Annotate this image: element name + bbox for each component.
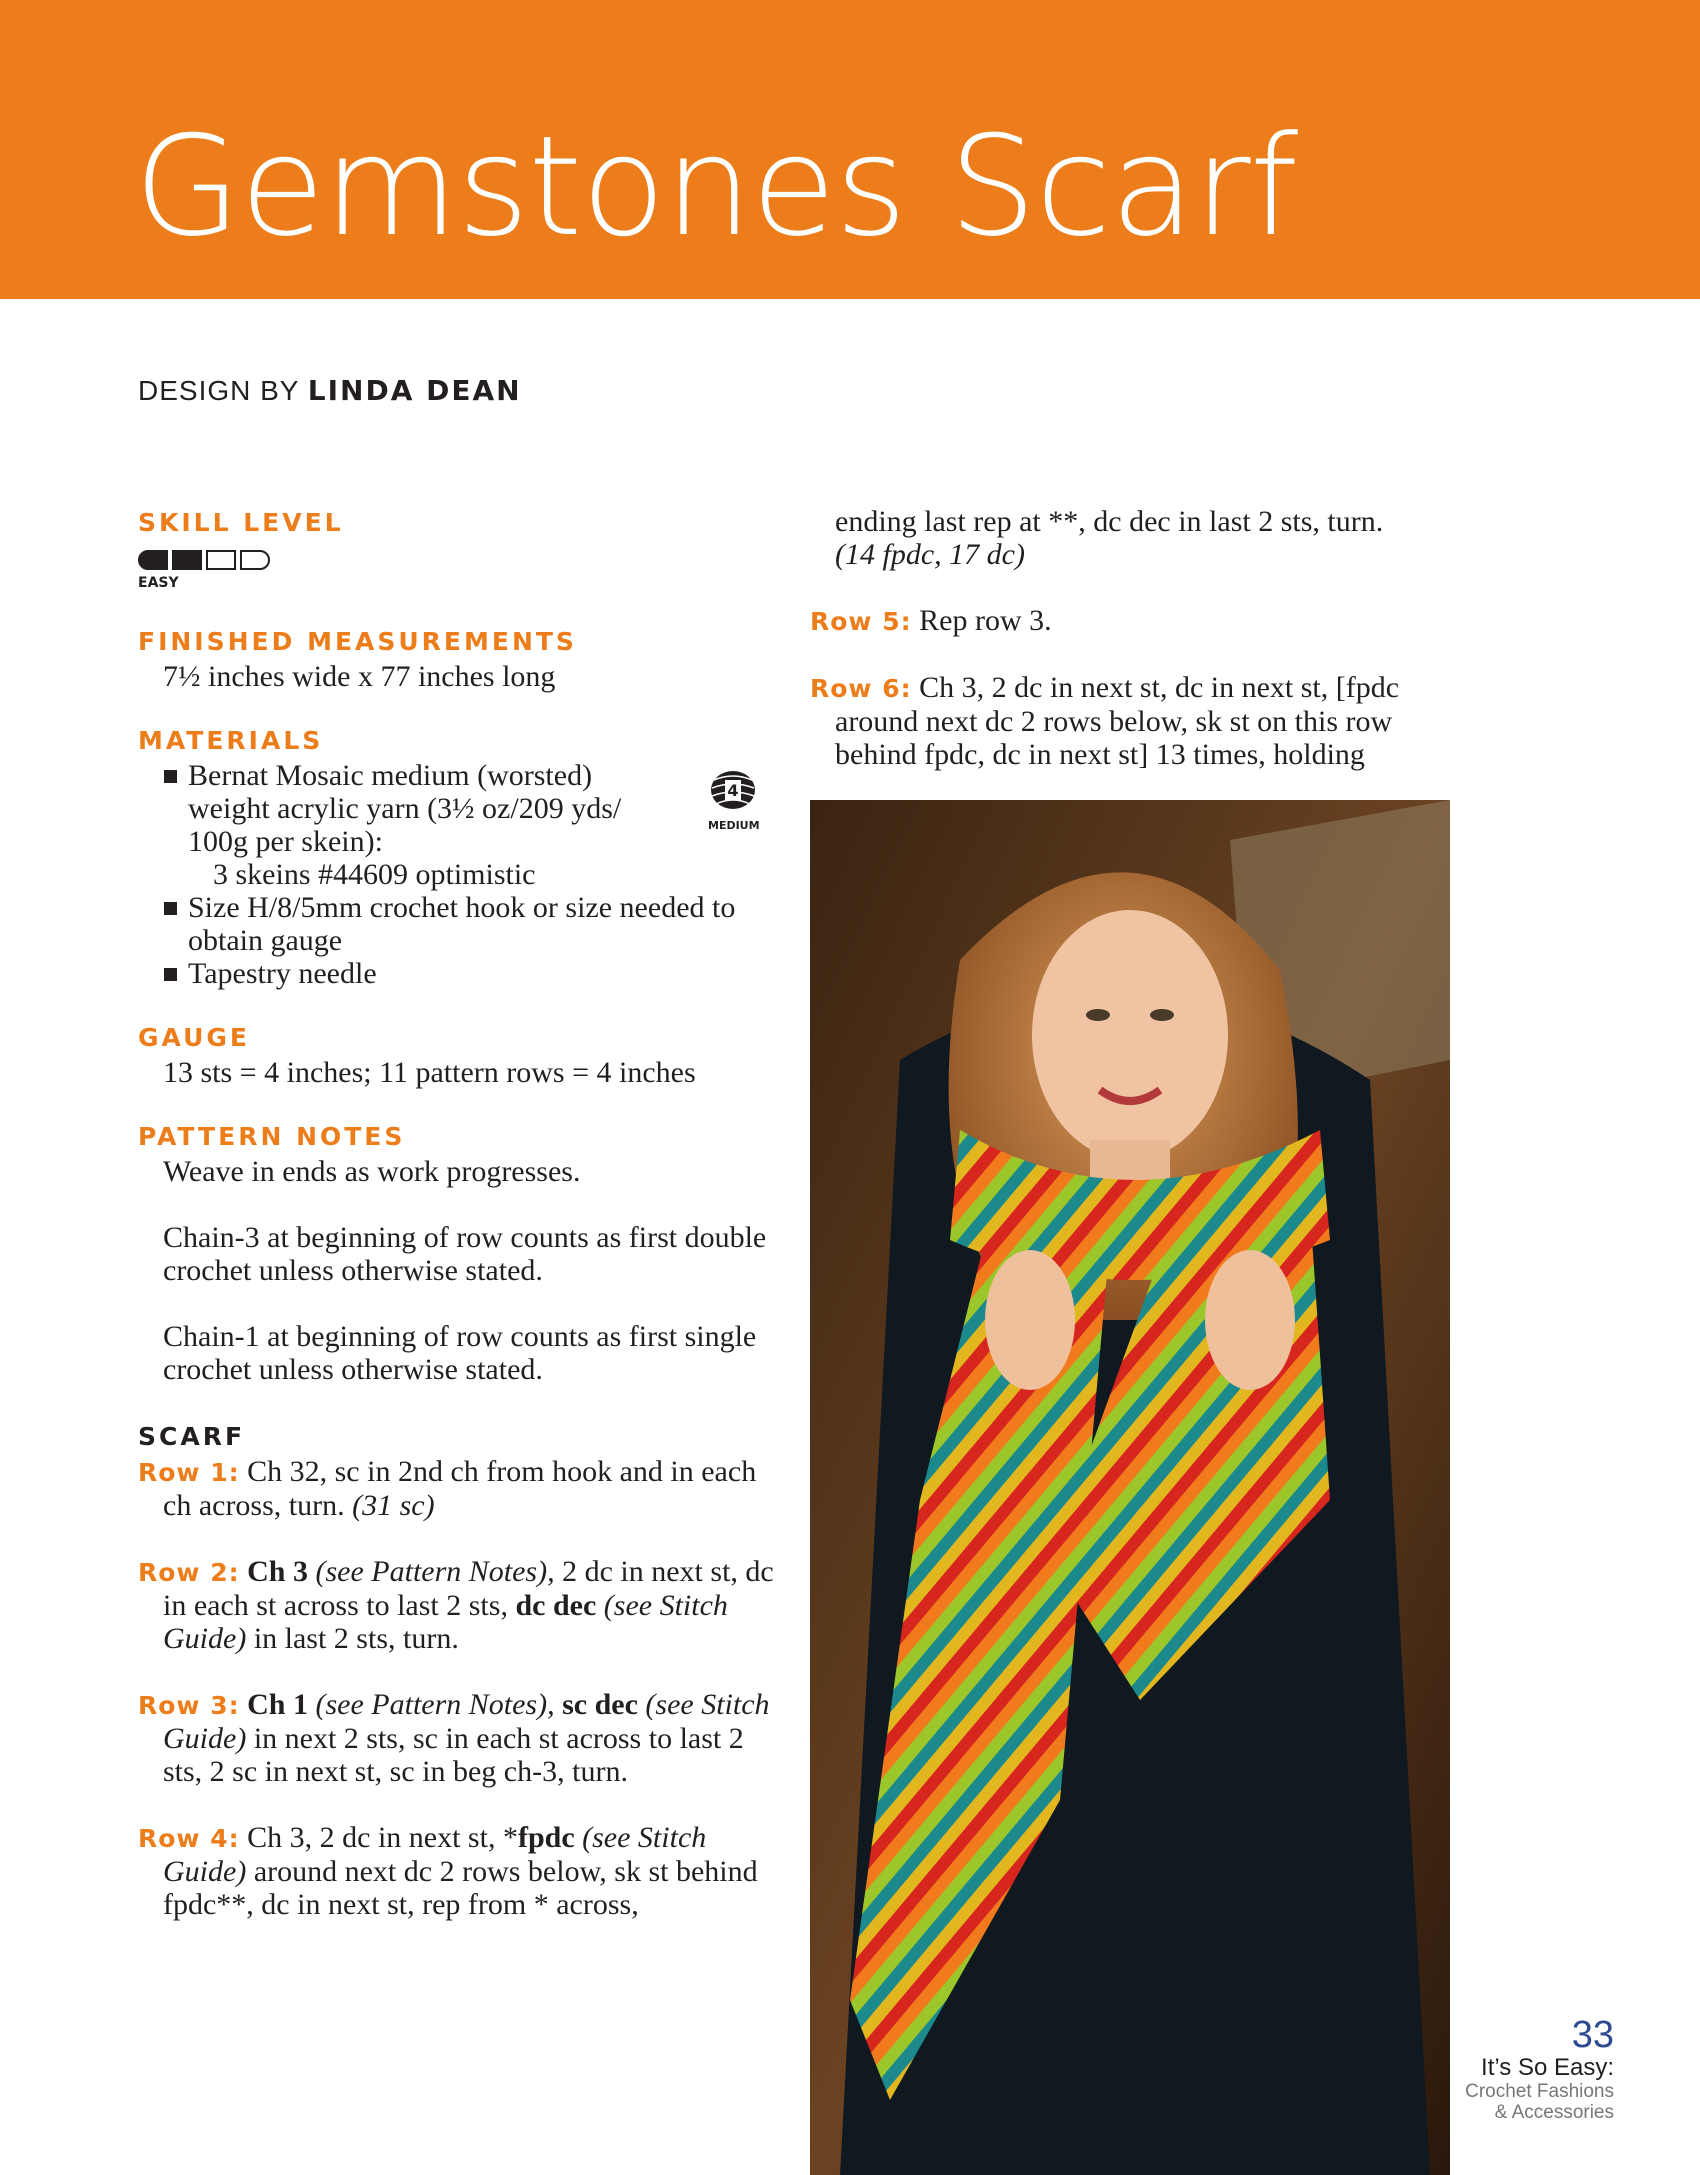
book-title: It’s So Easy: [1481,2054,1614,2081]
yarn-weight-symbol [708,768,758,832]
row-5: Row 5: Rep row 3. [810,604,1052,637]
skill-level-meter [138,549,788,571]
scarf-heading: SCARF [138,1422,246,1451]
row-4: Row 4: Ch 3, 2 dc in next st, *fpdc (see Stitch Guide) around next dc 2 rows below, sk st behind fpdc**, dc in next st, rep from * across, [138,1821,758,1921]
left-column [138,505,788,1921]
bullet-icon [164,770,177,783]
bullet-icon [164,968,177,981]
right-column [810,505,1450,771]
yarn-weight-label: MEDIUM [708,819,760,832]
gauge-heading: GAUGE [138,1023,250,1052]
byline-prefix: DESIGN BY [138,375,299,406]
materials-heading: MATERIALS [138,726,324,755]
measurements-heading: FINISHED MEASUREMENTS [138,627,577,656]
skill-segment [206,550,236,570]
model-photo [810,800,1450,2175]
measurements-text: 7½ inches wide x 77 inches long [163,660,556,693]
byline [138,374,522,407]
skill-label: EASY [138,575,179,591]
note-item: Chain-1 at beginning of row counts as first single crochet unless otherwise stated. [163,1320,757,1386]
designer-name: LINDA DEAN [307,374,522,407]
materials-sub: 3 skeins #44609 optimistic [213,858,536,891]
row-1: Row 1: Ch 32, sc in 2nd ch from hook and in each ch across, turn. (31 sc) [138,1455,757,1522]
list-item [138,858,788,891]
row-2: Row 2: Ch 3 (see Pattern Notes), 2 dc in next st, dc in each st across to last 2 sts, dc dec (see Stitch Guide) in last 2 sts, turn. [138,1555,774,1655]
svg-text:4: 4 [727,781,739,800]
row-4-count: (14 fpdc, 17 dc) [835,538,1025,571]
skill-heading: SKILL LEVEL [138,508,344,537]
scarf-photo-illustration [810,800,1450,2175]
row-3: Row 3: Ch 1 (see Pattern Notes), sc dec (see Stitch Guide) in next 2 sts, sc in each st across to last 2 sts, 2 sc in next st, sc in beg ch-3, turn. [138,1688,770,1788]
row-4-continued: ending last rep at **, dc dec in last 2 sts, turn. [835,505,1384,538]
list-item: Tapestry needle [138,957,788,990]
list-item: Bernat Mosaic medium (worsted) weight acrylic yarn (3½ oz/209 yds/ 100g per skein): [138,759,788,858]
skill-segment [172,550,202,570]
notes-heading: PATTERN NOTES [138,1122,406,1151]
note-item: Chain-3 at beginning of row counts as first double crochet unless otherwise stated. [163,1221,767,1287]
page-number: 33 [1571,2014,1614,2056]
yarn-skein-icon [708,768,758,812]
note-item: Weave in ends as work progresses. [163,1155,581,1188]
book-subtitle-2: & Accessories [1494,2102,1614,2123]
row-6: Row 6: Ch 3, 2 dc in next st, dc in next st, [fpdc around next dc 2 rows below, sk st on this row behind fpdc, dc in next st] 13 times, holding [810,671,1400,771]
materials-list [138,759,788,990]
page-folio [1465,2015,1614,2123]
page-title: Gemstones Scarf [134,106,1298,267]
skill-segment [138,550,168,570]
bullet-icon [164,902,177,915]
gauge-text: 13 sts = 4 inches; 11 pattern rows = 4 inches [163,1056,696,1089]
book-subtitle-1: Crochet Fashions [1465,2081,1614,2102]
title-banner [0,0,1700,299]
list-item: Size H/8/5mm crochet hook or size needed to obtain gauge [138,891,788,957]
skill-segment [240,550,270,570]
